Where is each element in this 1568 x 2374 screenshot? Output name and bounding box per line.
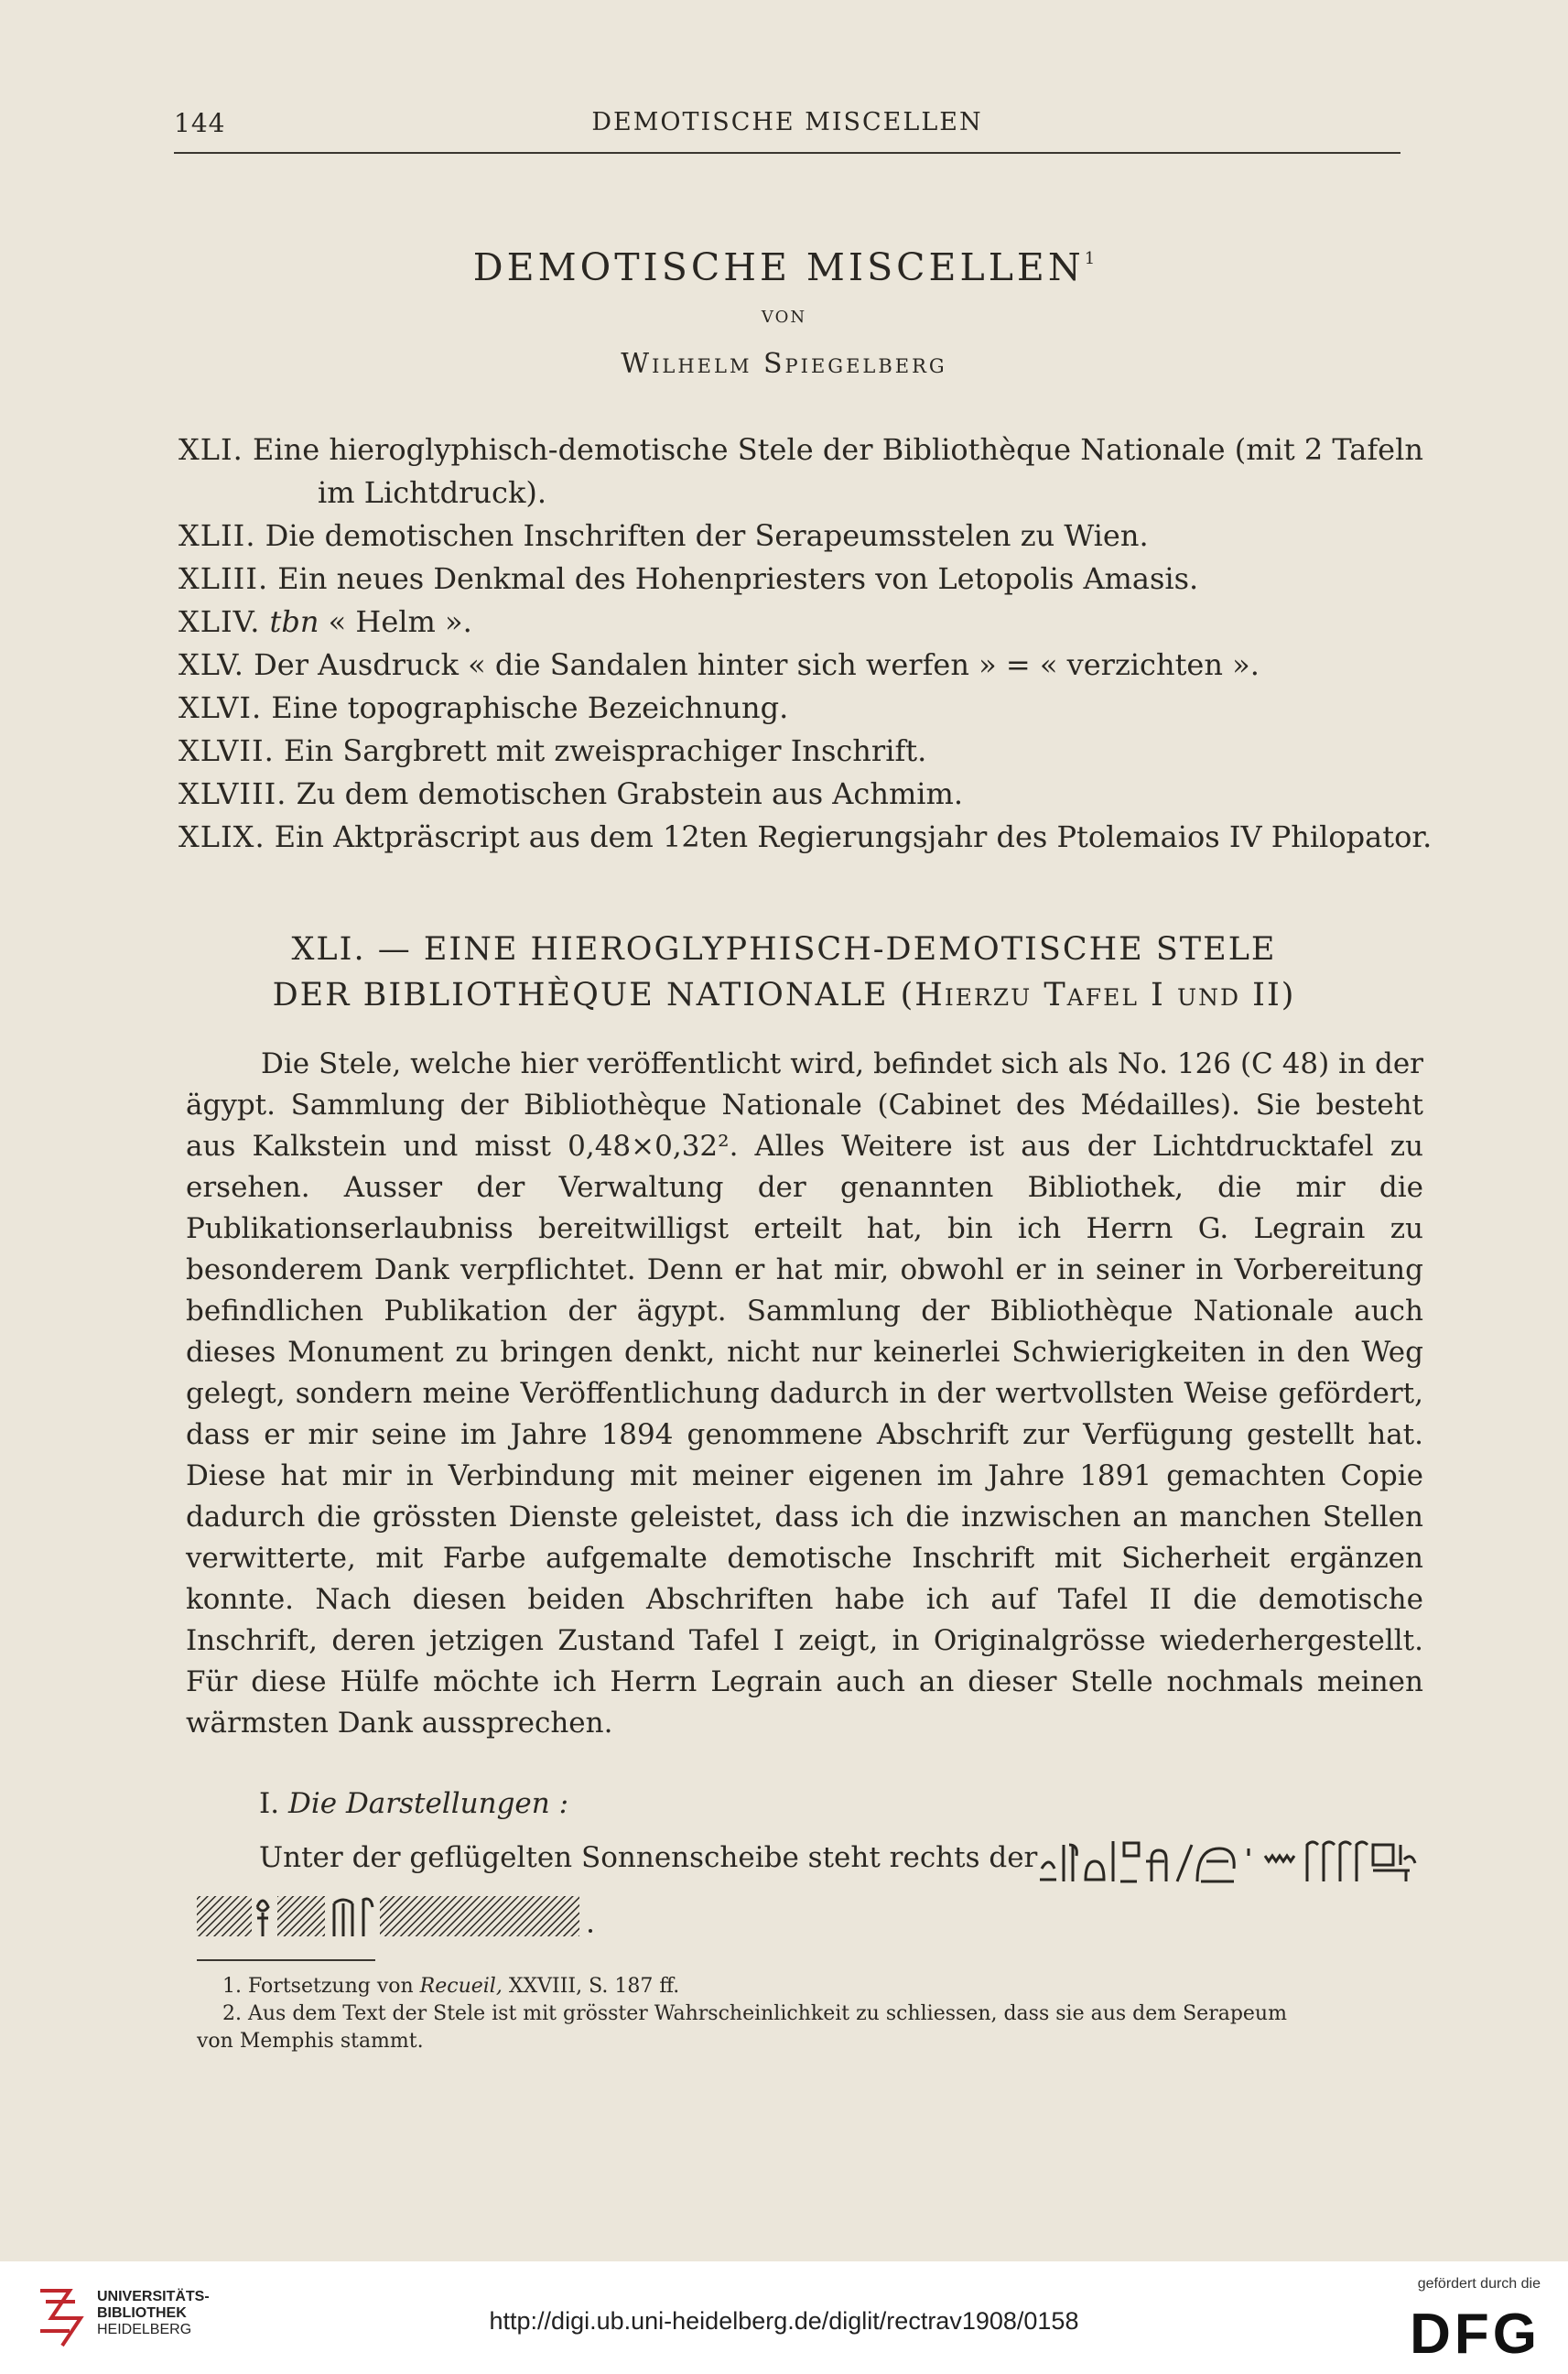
running-title: DEMOTISCHE MISCELLEN (591, 108, 983, 136)
footnote-2-text: Aus dem Text der Stele ist mit grösster Wahrscheinlichkeit zu schliessen, dass sie aus dem Serapeum (248, 2002, 1287, 2025)
header-rule (174, 152, 1400, 154)
footnote-2-continuation: von Memphis stammt. (197, 2030, 424, 2053)
body-text (186, 1044, 1423, 1744)
toc-text: Der Ausdruck « die Sandalen hinter sich werfen » = « verzichten ». (254, 647, 1260, 682)
toc-text: Eine hieroglyphisch-demotische Stele der Bibliothèque Nationale (mit 2 Tafeln (253, 432, 1423, 467)
toc-number: XLII. (178, 518, 256, 553)
subsection-heading (259, 1787, 568, 1820)
toc-item (178, 730, 1423, 773)
footnote-1-post: XXVIII, S. 187 ff. (508, 1975, 680, 1998)
author-name: Wilhelm Spiegelberg (621, 348, 947, 380)
permalink-url[interactable]: http://digi.ub.uni-heidelberg.de/diglit/rectrav1908/0158 (489, 2307, 1079, 2335)
section-heading-line2 (0, 972, 1568, 1018)
section-heading-main: DER BIBLIOTHÈQUE NATIONALE ( (272, 977, 915, 1014)
running-head (174, 108, 1400, 154)
toc-text: « Helm ». (328, 604, 472, 639)
footnote-mark: 1 (1084, 249, 1096, 268)
footnote-1-mark: 1. (222, 1975, 242, 1998)
toc-number: XLI. (178, 432, 243, 467)
toc-item (178, 773, 1423, 816)
toc-item (178, 816, 1433, 859)
subsection-number: I. (259, 1787, 280, 1820)
library-name-line2: BIBLIOTHEK (97, 2305, 187, 2321)
toc-text: Ein Sargbrett mit zweisprachiger Inschrift. (283, 733, 927, 768)
toc-number: XLV. (178, 647, 244, 682)
toc-number: XLVII. (178, 733, 275, 768)
article-title-text: DEMOTISCHE MISCELLEN (472, 245, 1085, 289)
byline-von: VON (761, 308, 807, 327)
body-paragraph: Die Stele, welche hier veröffentlicht wird, befindet sich als No. 126 (C 48) in der ägypt. Sammlung der Bibliothèque Nationale (Cabinet des Médailles). Sie besteht aus Kalkstein und misst 0,48×0,32². Alles Weitere ist aus der Lichtdrucktafel zu ersehen. Ausser der Verwaltung der genannten Bibliothek, die mir die Publikationserlaubniss bereitwilligst erteilt hat, bin ich Herrn G. Legrain zu besonderem Dank verpflichtet. Denn er hat mir, obwohl er in seiner in Vorbereitung befindlichen Publikation der ägypt. Sammlung der Bibliothèque Nationale auch dieses Monument zu bringen denkt, nicht nur keinerlei Schwierigkeiten in den Weg gelegt, sondern meine Veröffentlichung dadurch in der wertvollsten Weise gefördert, dass er mir seine im Jahre 1894 genommene Abschrift zur Verfügung gestellt hat. Diese hat mir in Verbindung mit meiner eigenen im Jahre 1891 gemachten Copie dadurch die grössten Dienste geleistet, dass ich die inzwischen an manchen Stellen verwitterte, mit Farbe aufgemalte demotische Inschrift mit Sicherheit ergänzen konnte. Nach diesen beiden Abschriften habe ich auf Tafel II die demotische Inschrift, deren jetzigen Zustand Tafel I zeigt, in Originalgrösse wiederhergestellt. Für diese Hülfe möchte ich Herrn Legrain auch an dieser Stelle nochmals meinen wärmsten Dank aussprechen. (186, 1047, 1423, 1740)
toc-item (178, 428, 1423, 472)
footnote-2 (197, 2000, 1428, 2028)
toc-number: XLIV. (178, 604, 261, 639)
article-title (0, 245, 1568, 289)
toc-text-italic: tbn (269, 604, 319, 639)
toc-text: Ein Aktpräscript aus dem 12ten Regierungsjahr des Ptolemaios IV Philopator. (274, 819, 1433, 854)
viewer-footer (0, 2261, 1568, 2374)
toc-text: Eine topographische Bezeichnung. (271, 690, 789, 725)
footnote-1 (197, 1973, 1428, 2000)
funding-label: gefördert durch die (1417, 2276, 1541, 2292)
footnote-2-mark: 2. (222, 2002, 242, 2025)
library-name-line3: HEIDELBERG (97, 2322, 192, 2337)
toc-item-continuation (178, 472, 1423, 515)
damaged-hieroglyph-line-icon (197, 1891, 600, 1938)
hieroglyph-inscription-icon (1033, 1834, 1426, 1887)
hieroglyph-line (259, 1834, 1423, 1889)
toc-item (178, 515, 1423, 558)
toc-item (178, 644, 1423, 687)
toc-text: im Lichtdruck). (318, 475, 546, 510)
hieroglyph-intro-text: Unter der geflügelten Sonnenscheibe steht rechts der (259, 1841, 1038, 1874)
subsection-title: Die Darstellungen : (287, 1787, 569, 1820)
toc-item (178, 558, 1423, 601)
toc-item (178, 687, 1423, 730)
footnote-1-pre: Fortsetzung von (248, 1975, 414, 1998)
library-name-line1: UNIVERSITÄTS- (97, 2289, 210, 2304)
dfg-logo: DFG (1410, 2303, 1541, 2366)
section-heading-line1: XLI. — EINE HIEROGLYPHISCH-DEMOTISCHE STELE (291, 931, 1277, 968)
toc-number: XLVIII. (178, 776, 287, 811)
toc-number: XLIII. (178, 561, 269, 596)
section-heading-plates: Hierzu Tafel I und II (914, 977, 1281, 1014)
footnote-1-italic: Recueil, (419, 1975, 503, 1998)
page-number: 144 (174, 108, 226, 138)
section-heading (0, 927, 1568, 1018)
toc-text: Ein neues Denkmal des Hohenpriesters von Letopolis Amasis. (277, 561, 1199, 596)
toc-item (178, 601, 1423, 644)
toc-number: XLVI. (178, 690, 263, 725)
toc-text: Zu dem demotischen Grabstein aus Achmim. (296, 776, 964, 811)
toc-text: Die demotischen Inschriften der Serapeumsstelen zu Wien. (265, 518, 1149, 553)
toc-number: XLIX. (178, 819, 265, 854)
section-heading-end: ) (1281, 977, 1296, 1014)
footnote-rule (197, 1959, 375, 1961)
table-of-contents (178, 428, 1433, 859)
footnotes (197, 1973, 1428, 2055)
